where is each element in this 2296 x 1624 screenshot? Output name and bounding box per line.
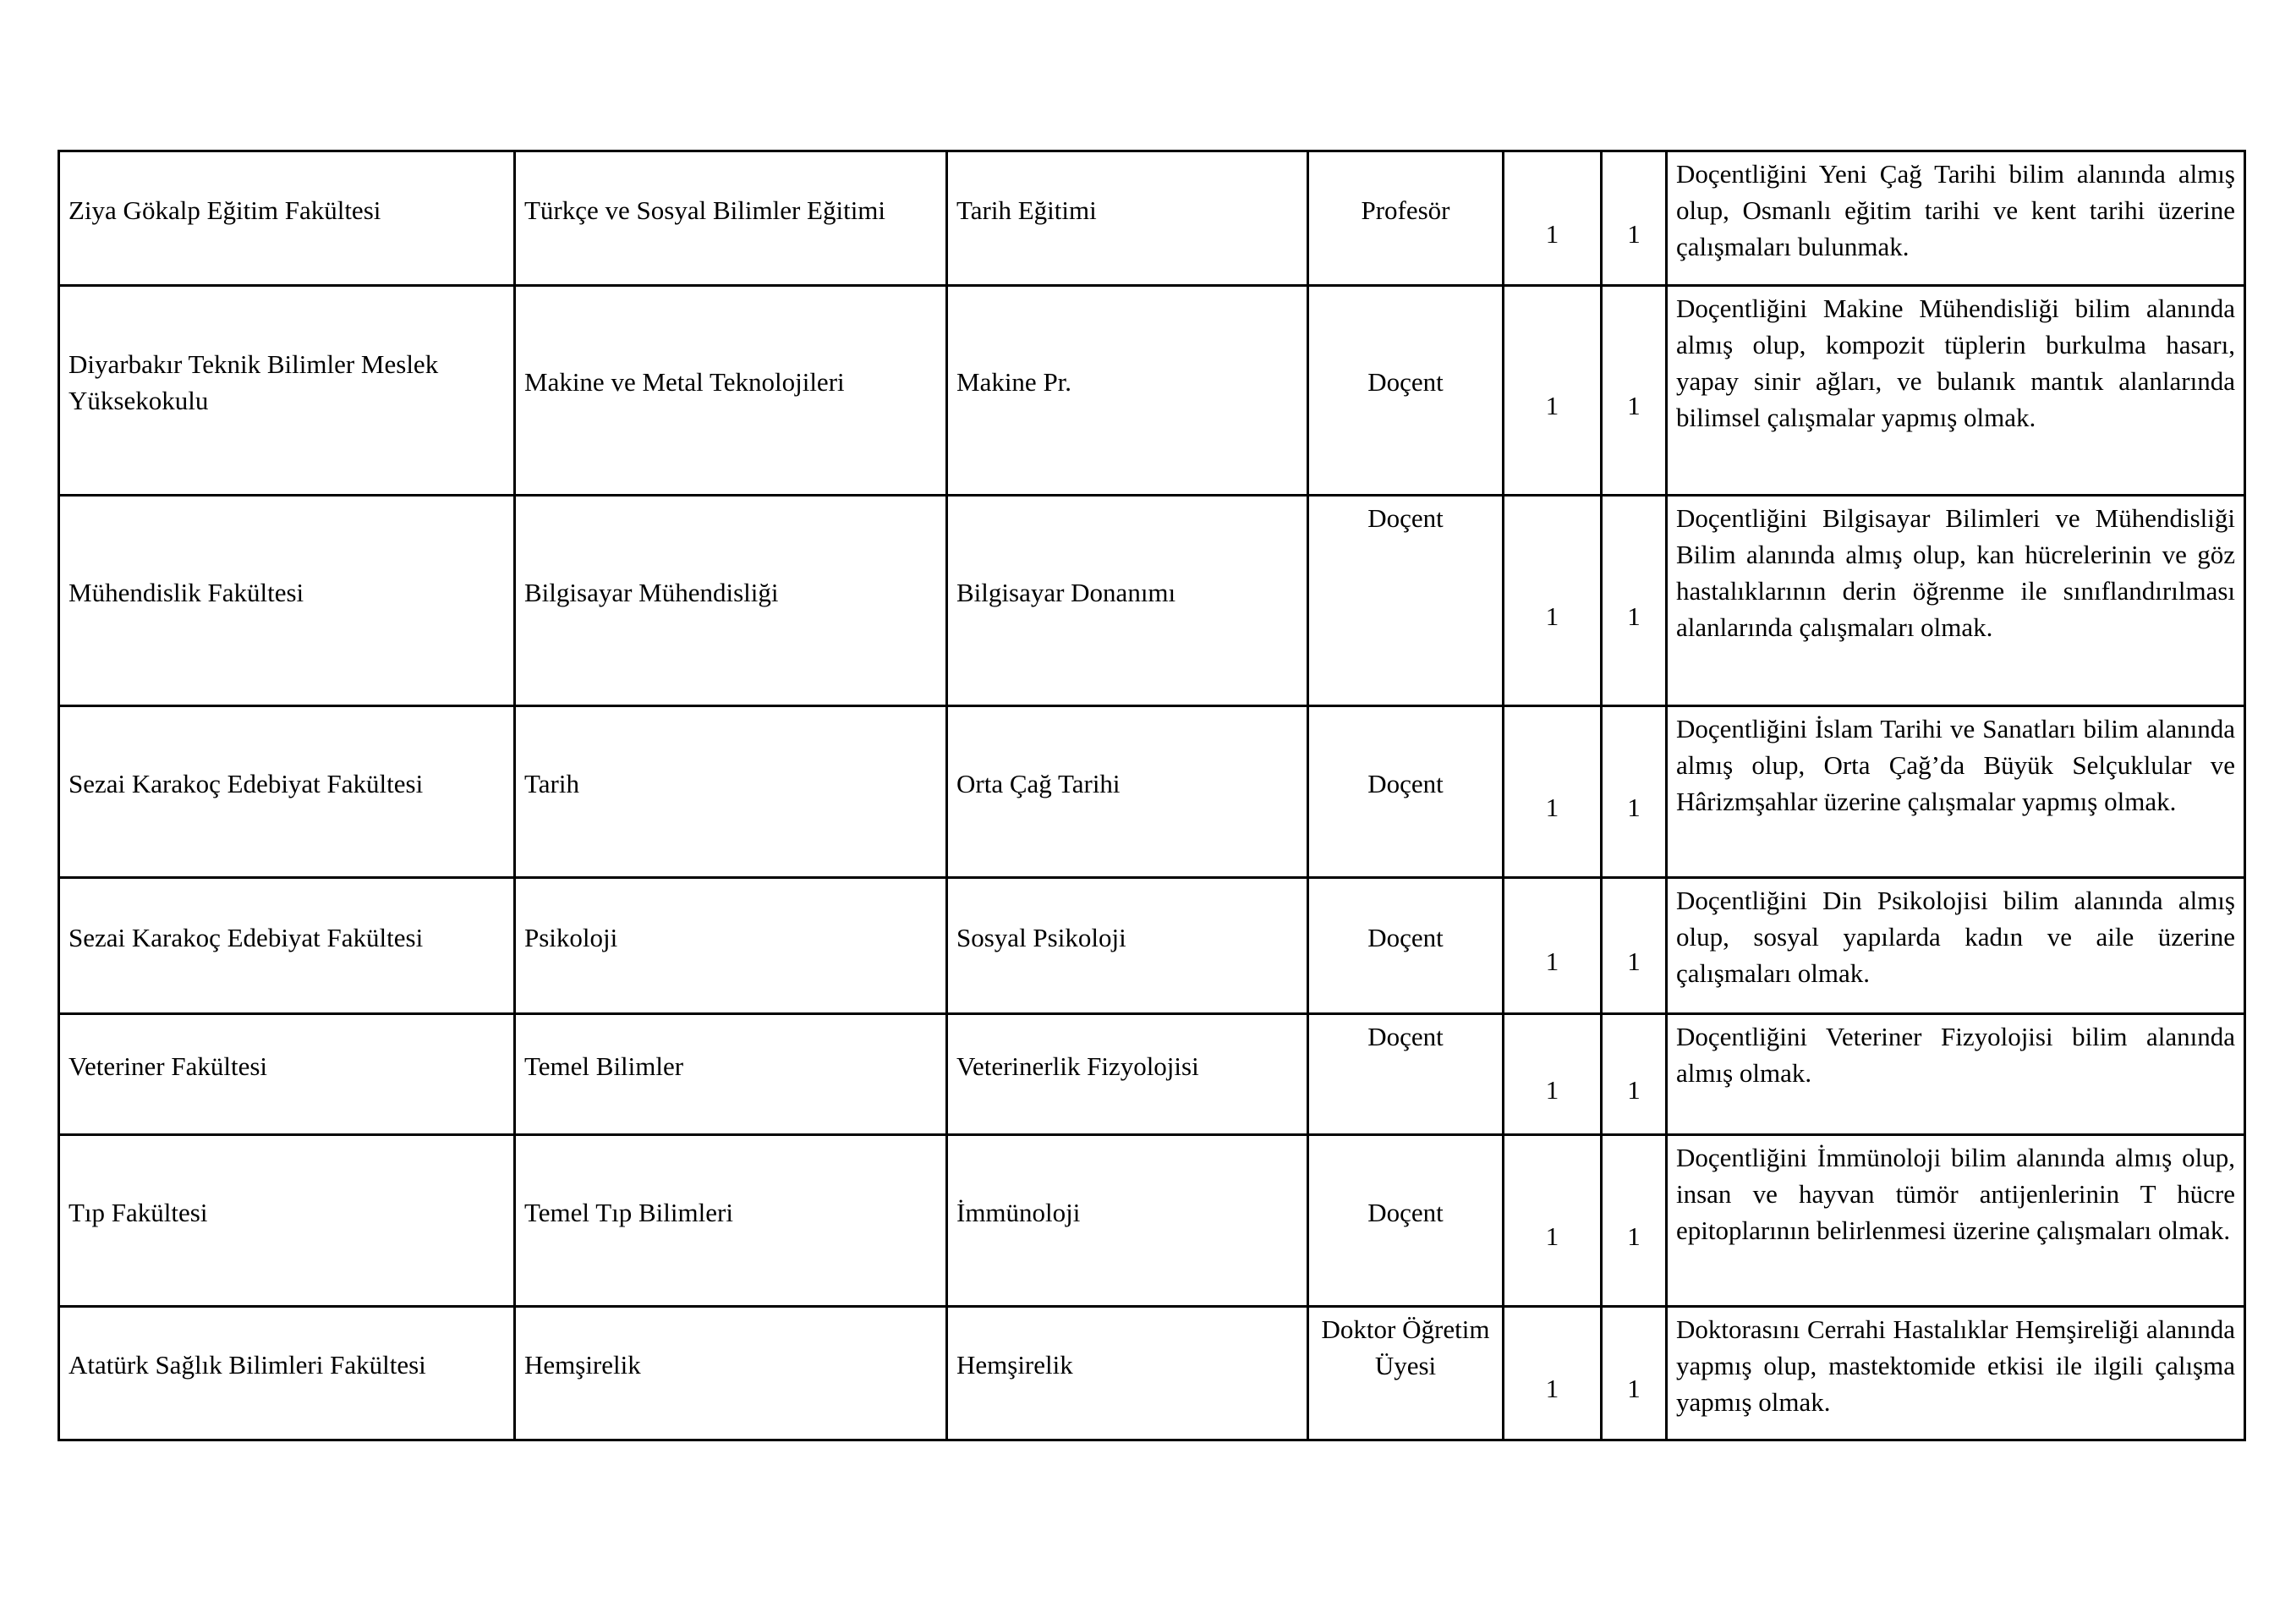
requirement-cell: Doktorasını Cerrahi Hastalıklar Hemşireliği alanında yapmış olup, mastektomide etkisi ile ilgili çalışma yapmış olmak. — [1667, 1307, 2245, 1440]
table-row — [59, 706, 2245, 878]
faculty-cell: Mühendislik Fakültesi — [59, 496, 515, 706]
positions-table — [58, 150, 2246, 1441]
faculty-cell: Diyarbakır Teknik Bilimler Meslek Yüksekokulu — [59, 286, 515, 496]
requirement-cell: Doçentliğini Yeni Çağ Tarihi bilim alanında almış olup, Osmanlı eğitim tarihi ve kent tarihi üzerine çalışmaları bulunmak. — [1667, 151, 2245, 286]
count-cell: 1 — [1504, 1135, 1602, 1307]
count-cell: 1 — [1602, 1307, 1667, 1440]
department-cell: Bilgisayar Mühendisliği — [515, 496, 947, 706]
count-cell: 1 — [1504, 151, 1602, 286]
title-cell: Doçent — [1308, 878, 1504, 1014]
department-cell: Türkçe ve Sosyal Bilimler Eğitimi — [515, 151, 947, 286]
requirement-cell: Doçentliğini Bilgisayar Bilimleri ve Mühendisliği Bilim alanında almış olup, kan hücrelerinin ve göz hastalıklarının derin öğrenme ile sınıflandırılması alanlarında çalışmaları olmak. — [1667, 496, 2245, 706]
field-cell: Tarih Eğitimi — [947, 151, 1308, 286]
table-row — [59, 1307, 2245, 1440]
count-cell: 1 — [1504, 1307, 1602, 1440]
field-cell: Hemşirelik — [947, 1307, 1308, 1440]
title-cell: Doçent — [1308, 706, 1504, 878]
department-cell: Temel Bilimler — [515, 1014, 947, 1135]
field-cell: Bilgisayar Donanımı — [947, 496, 1308, 706]
title-cell: Doçent — [1308, 286, 1504, 496]
faculty-cell: Veteriner Fakültesi — [59, 1014, 515, 1135]
field-cell: Veterinerlik Fizyolojisi — [947, 1014, 1308, 1135]
title-cell: Doçent — [1308, 1014, 1504, 1135]
field-cell: Sosyal Psikoloji — [947, 878, 1308, 1014]
field-cell: İmmünoloji — [947, 1135, 1308, 1307]
count-cell: 1 — [1602, 286, 1667, 496]
requirement-cell: Doçentliğini İmmünoloji bilim alanında almış olup, insan ve hayvan tümör antijenlerinin T hücre epitoplarının belirlenmesi üzerine çalışmaları olmak. — [1667, 1135, 2245, 1307]
count-cell: 1 — [1504, 496, 1602, 706]
count-cell: 1 — [1602, 706, 1667, 878]
table-row — [59, 1014, 2245, 1135]
count-cell: 1 — [1602, 1014, 1667, 1135]
faculty-cell: Ziya Gökalp Eğitim Fakültesi — [59, 151, 515, 286]
title-cell: Doçent — [1308, 496, 1504, 706]
count-cell: 1 — [1504, 706, 1602, 878]
count-cell: 1 — [1504, 878, 1602, 1014]
faculty-cell: Sezai Karakoç Edebiyat Fakültesi — [59, 706, 515, 878]
title-cell: Doçent — [1308, 1135, 1504, 1307]
requirement-cell: Doçentliğini Veteriner Fizyolojisi bilim alanında almış olmak. — [1667, 1014, 2245, 1135]
table-row — [59, 286, 2245, 496]
count-cell: 1 — [1602, 1135, 1667, 1307]
department-cell: Psikoloji — [515, 878, 947, 1014]
department-cell: Temel Tıp Bilimleri — [515, 1135, 947, 1307]
department-cell: Hemşirelik — [515, 1307, 947, 1440]
table-row — [59, 496, 2245, 706]
count-cell: 1 — [1504, 286, 1602, 496]
department-cell: Makine ve Metal Teknolojileri — [515, 286, 947, 496]
table-row — [59, 151, 2245, 286]
title-cell: Doktor Öğretim Üyesi — [1308, 1307, 1504, 1440]
count-cell: 1 — [1504, 1014, 1602, 1135]
requirement-cell: Doçentliğini İslam Tarihi ve Sanatları bilim alanında almış olup, Orta Çağ’da Büyük Selçuklular ve Hârizmşahlar üzerine çalışmalar yapmış olmak. — [1667, 706, 2245, 878]
table-row — [59, 1135, 2245, 1307]
field-cell: Orta Çağ Tarihi — [947, 706, 1308, 878]
faculty-cell: Atatürk Sağlık Bilimleri Fakültesi — [59, 1307, 515, 1440]
department-cell: Tarih — [515, 706, 947, 878]
faculty-cell: Sezai Karakoç Edebiyat Fakültesi — [59, 878, 515, 1014]
field-cell: Makine Pr. — [947, 286, 1308, 496]
count-cell: 1 — [1602, 151, 1667, 286]
requirement-cell: Doçentliğini Makine Mühendisliği bilim alanında almış olup, kompozit tüplerin burkulma hasarı, yapay sinir ağları, ve bulanık mantık alanlarında bilimsel çalışmalar yapmış olmak. — [1667, 286, 2245, 496]
requirement-cell: Doçentliğini Din Psikolojisi bilim alanında almış olup, sosyal yapılarda kadın ve aile üzerine çalışmaları olmak. — [1667, 878, 2245, 1014]
faculty-cell: Tıp Fakültesi — [59, 1135, 515, 1307]
title-cell: Profesör — [1308, 151, 1504, 286]
count-cell: 1 — [1602, 878, 1667, 1014]
table-row — [59, 878, 2245, 1014]
count-cell: 1 — [1602, 496, 1667, 706]
